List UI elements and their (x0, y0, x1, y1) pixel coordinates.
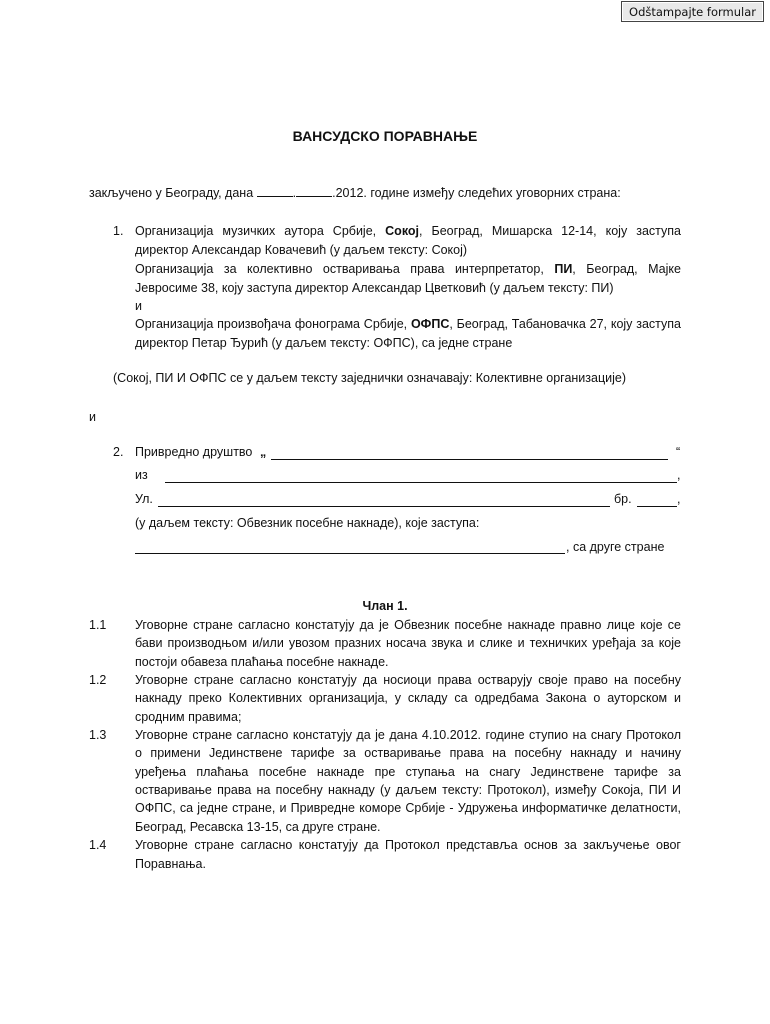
sokoj-name: Сокој (385, 224, 420, 238)
clause-line: Уговорне стране сагласно констатују да је Обвезник посебне накнаде правно лице које се (135, 618, 681, 632)
clause-line: сродним правима; (135, 710, 242, 724)
company-name-field[interactable] (271, 459, 668, 460)
clause-line: Београд, Ресавска 13-15, са друге стране. (135, 820, 381, 834)
other-side-text: , са друге стране (566, 540, 665, 554)
clause-number: 1.3 (89, 728, 107, 742)
representative-field[interactable] (135, 553, 565, 554)
city-label: из (135, 468, 148, 482)
represented-by-text: (у даљем тексту: Обвезник посебне накнаде), које заступа: (135, 516, 480, 530)
party1-line1: Организација музичких аутора Србије, Сокој, Београд, Мишарска 12-14, коју заступа (135, 224, 681, 238)
intro-prefix: закључено у Београду, дана (89, 186, 254, 200)
clause-line: Уговорне стране сагласно констатују да је дана 4.10.2012. године ступио на снагу Протокол (135, 728, 681, 742)
party1-line7: директор Петар Ђурић (у даљем тексту: ОФПС), са једне стране (135, 336, 513, 350)
open-quote: „ (260, 445, 267, 459)
street-field[interactable] (158, 506, 610, 507)
number-label: бр. (614, 492, 632, 506)
collective-organizations-note: (Сокој, ПИ И ОФПС се у даљем тексту заједнички означавају: Колективне организације) (113, 371, 627, 385)
clause-line: Уговорне стране сагласно констатују да носиоци права остварују своје право на посебну (135, 673, 681, 687)
clause-number: 1.2 (89, 673, 107, 687)
party1-number: 1. (113, 224, 124, 238)
party1-line6: Организација произвођача фонограма Србије, ОФПС, Београд, Табановачка 27, коју заступа (135, 317, 682, 331)
article-heading: Члан 1. (362, 599, 408, 613)
clause-line: Поравнања. (135, 857, 206, 871)
pi-name: ПИ (554, 262, 573, 276)
clause-line: ОФПС, са једне стране, и Привредне коморе Србије - Удружења информатичке делатности, (135, 801, 681, 815)
and-word: и (89, 410, 96, 424)
intro-suffix: .2012. године између следећих уговорних страна: (332, 186, 621, 200)
party2-number: 2. (113, 445, 124, 459)
clause-line: Уговорне стране сагласно констатују да Протокол представља основ за закључење овог (135, 838, 681, 852)
company-label: Привредно друштво (135, 445, 253, 459)
number-comma: , (677, 492, 681, 506)
clause-number: 1.1 (89, 618, 107, 632)
document-title: ВАНСУДСКО ПОРАВНАЊЕ (292, 128, 478, 144)
clause-line: бави производњом и/или увозом празних носача звука и слике и техничких уређаја за које (135, 636, 681, 650)
party1-line3: Организација за колективно остваривања права интерпретатор, ПИ, Београд, Мајке (135, 262, 681, 276)
print-form-button[interactable]: Odštampajte formular (621, 1, 764, 22)
street-label: Ул. (135, 492, 153, 506)
city-comma: , (677, 468, 681, 482)
party1-line5: и (135, 299, 142, 313)
clause-line: уређења плаћања посебне накнаде пре ступања на снагу Јединствене тарифе за (135, 765, 681, 779)
party1-line4: Јевросиме 38, коју заступа директор Александар Цветковић (у даљем тексту: ПИ) (135, 281, 614, 295)
clause-line: постоји обавеза плаћања посебне накнаде. (135, 655, 389, 669)
city-field[interactable] (165, 482, 677, 483)
intro-line: закључено у Београду, дана . .2012. године између следећих уговорних страна: (89, 186, 621, 200)
number-field[interactable] (637, 506, 677, 507)
month-field[interactable] (296, 196, 332, 197)
clause-line: о примени Јединствене тарифе за остваривање права на посебну накнаду и начину (135, 746, 681, 760)
day-field[interactable] (257, 196, 293, 197)
party1-line2: директор Александар Ковачевић (у даљем тексту: Сокој) (135, 243, 468, 257)
ofps-name: ОФПС (410, 317, 450, 331)
clause-line: остваривање права на посебну накнаду (у даљем тексту: Протокол), између Сокоја, ПИ И (135, 783, 681, 797)
close-quote: “ (676, 445, 681, 459)
clause-line: накнаду преко Колективних организација, у складу са одредбама Закона о ауторском и (135, 691, 681, 705)
clause-number: 1.4 (89, 838, 107, 852)
